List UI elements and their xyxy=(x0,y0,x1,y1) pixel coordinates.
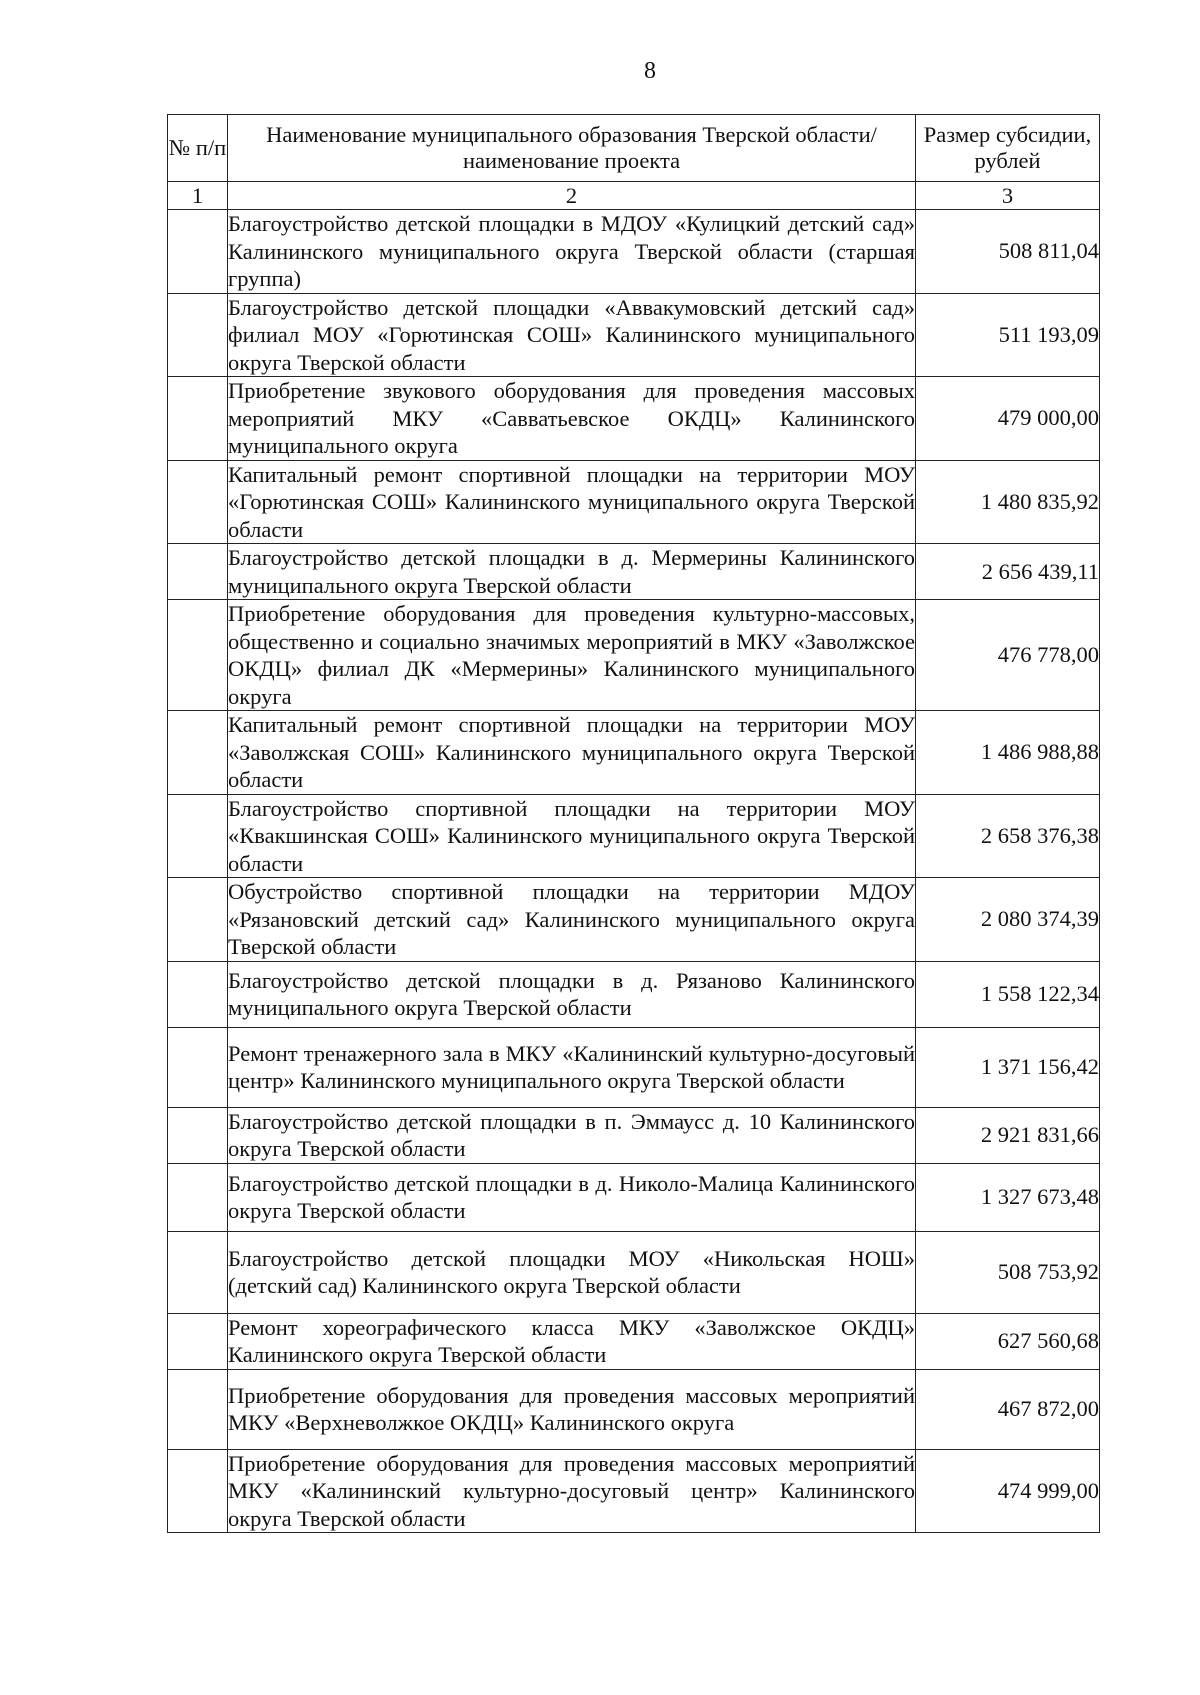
subsidy-amount-cell: 1 480 835,92 xyxy=(916,460,1100,544)
table-row xyxy=(168,460,1100,544)
subsidy-amount-cell: 476 778,00 xyxy=(916,600,1100,711)
project-name-cell: Приобретение оборудования для проведения массовых мероприятий МКУ «Верхневолжкое ОКДЦ» Калининского округа xyxy=(228,1369,916,1449)
table-row xyxy=(168,961,1100,1027)
subsidy-amount-cell: 1 327 673,48 xyxy=(916,1163,1100,1231)
table-row xyxy=(168,1449,1100,1533)
table-header-row xyxy=(168,115,1100,182)
subsidy-table xyxy=(167,114,1100,1533)
header-name-text: Наименование муниципального образования Тверской области/наименование проекта xyxy=(266,122,877,173)
column-index-1: 1 xyxy=(168,182,228,210)
subsidy-amount-cell: 2 080 374,39 xyxy=(916,878,1100,962)
project-name-cell: Ремонт хореографического класса МКУ «Заволжское ОКДЦ» Калининского округа Тверской области xyxy=(228,1314,915,1367)
header-num-text: № п/п xyxy=(168,135,227,160)
table-row xyxy=(168,878,1100,962)
column-index-row xyxy=(168,182,1100,210)
project-name-cell: Приобретение звукового оборудования для проведения массовых мероприятий МКУ «Савватьевское ОКДЦ» Калининского муниципального округа xyxy=(228,378,915,458)
project-name-cell: Приобретение оборудования для проведения массовых мероприятий МКУ «Калининский культурно-досуговый центр» Калининского округа Тверской области xyxy=(228,1450,915,1531)
column-index-2: 2 xyxy=(228,182,916,210)
subsidy-amount-cell: 511 193,09 xyxy=(916,293,1100,377)
table-row xyxy=(168,600,1100,711)
header-num xyxy=(168,115,228,182)
project-name-cell: Обустройство спортивной площадки на территории МДОУ «Рязановский детский сад» Калининского муниципального округа Тверской области xyxy=(228,879,915,959)
column-index-3: 3 xyxy=(916,182,1100,210)
project-name-cell: Благоустройство детской площадки в МДОУ «Кулицкий детский сад» Калининского муниципального округа Тверской области (старшая группа) xyxy=(228,211,915,291)
table-row xyxy=(168,377,1100,461)
table-row xyxy=(168,544,1100,600)
row-number-cell xyxy=(168,794,228,878)
table-row xyxy=(168,1369,1100,1449)
subsidy-amount-cell: 1 558 122,34 xyxy=(916,961,1100,1027)
table-row xyxy=(168,1163,1100,1231)
row-number-cell xyxy=(168,377,228,461)
row-number-cell xyxy=(168,210,228,294)
project-name-cell: Благоустройство детской площадки «Аввакумовский детский сад» филиал МОУ «Горютинская СОШ» Калининского муниципального округа Тверской области xyxy=(228,294,915,375)
subsidy-amount-cell: 2 656 439,11 xyxy=(916,544,1100,600)
table-row xyxy=(168,711,1100,795)
table-row xyxy=(168,1027,1100,1107)
header-amount-text: Размер субсидии, рублей xyxy=(923,122,1092,173)
project-name-cell: Капитальный ремонт спортивной площадки на территории МОУ «Горютинская СОШ» Калининского муниципального округа Тверской области xyxy=(228,461,915,542)
row-number-cell xyxy=(168,1369,228,1449)
subsidy-amount-cell: 474 999,00 xyxy=(916,1449,1100,1533)
row-number-cell xyxy=(168,293,228,377)
row-number-cell xyxy=(168,878,228,962)
row-number-cell xyxy=(168,1449,228,1533)
table-row xyxy=(168,794,1100,878)
project-name-cell: Благоустройство спортивной площадки на территории МОУ «Квакшинская СОШ» Калининского муниципального округа Тверской области xyxy=(228,795,915,876)
subsidy-amount-cell: 508 753,92 xyxy=(916,1231,1100,1313)
project-name-cell: Благоустройство детской площадки МОУ «Никольская НОШ» (детский сад) Калининского округа Тверской области xyxy=(228,1231,916,1313)
project-name-cell: Ремонт тренажерного зала в МКУ «Калининский культурно-досуговый центр» Калининского муниципального округа Тверской области xyxy=(228,1027,916,1107)
table-row xyxy=(168,293,1100,377)
row-number-cell xyxy=(168,1163,228,1231)
project-name-cell: Приобретение оборудования для проведения культурно-массовых, общественно и социально значимых мероприятий в МКУ «Заволжское ОКДЦ» филиал ДК «Мермерины» Калининского муниципального округа xyxy=(228,601,915,709)
row-number-cell xyxy=(168,460,228,544)
subsidy-amount-cell: 1 486 988,88 xyxy=(916,711,1100,795)
row-number-cell xyxy=(168,1107,228,1163)
project-name-cell: Благоустройство детской площадки в п. Эммаусс д. 10 Калининского округа Тверской области xyxy=(228,1108,915,1161)
row-number-cell xyxy=(168,544,228,600)
page-number: 8 xyxy=(644,58,656,84)
subsidy-amount-cell: 1 371 156,42 xyxy=(916,1027,1100,1107)
project-name-cell: Благоустройство детской площадки в д. Мермерины Калининского муниципального округа Тверской области xyxy=(228,545,915,598)
header-name xyxy=(228,115,916,182)
subsidy-amount-cell: 467 872,00 xyxy=(916,1369,1100,1449)
table-row xyxy=(168,210,1100,294)
subsidy-amount-cell: 627 560,68 xyxy=(916,1313,1100,1369)
subsidy-amount-cell: 508 811,04 xyxy=(916,210,1100,294)
project-name-cell: Благоустройство детской площадки в д. Николо-Малица Калининского округа Тверской области xyxy=(228,1163,916,1231)
subsidy-amount-cell: 2 658 376,38 xyxy=(916,794,1100,878)
row-number-cell xyxy=(168,711,228,795)
table-row xyxy=(168,1231,1100,1313)
subsidy-amount-cell: 2 921 831,66 xyxy=(916,1107,1100,1163)
subsidy-amount-cell: 479 000,00 xyxy=(916,377,1100,461)
row-number-cell xyxy=(168,1313,228,1369)
row-number-cell xyxy=(168,1027,228,1107)
row-number-cell xyxy=(168,600,228,711)
header-amount xyxy=(916,115,1100,182)
project-name-cell: Капитальный ремонт спортивной площадки на территории МОУ «Заволжская СОШ» Калининского муниципального округа Тверской области xyxy=(228,712,915,792)
table-row xyxy=(168,1107,1100,1163)
row-number-cell xyxy=(168,961,228,1027)
table-row xyxy=(168,1313,1100,1369)
row-number-cell xyxy=(168,1231,228,1313)
project-name-cell: Благоустройство детской площадки в д. Рязаново Калининского муниципального округа Тверской области xyxy=(228,961,916,1027)
